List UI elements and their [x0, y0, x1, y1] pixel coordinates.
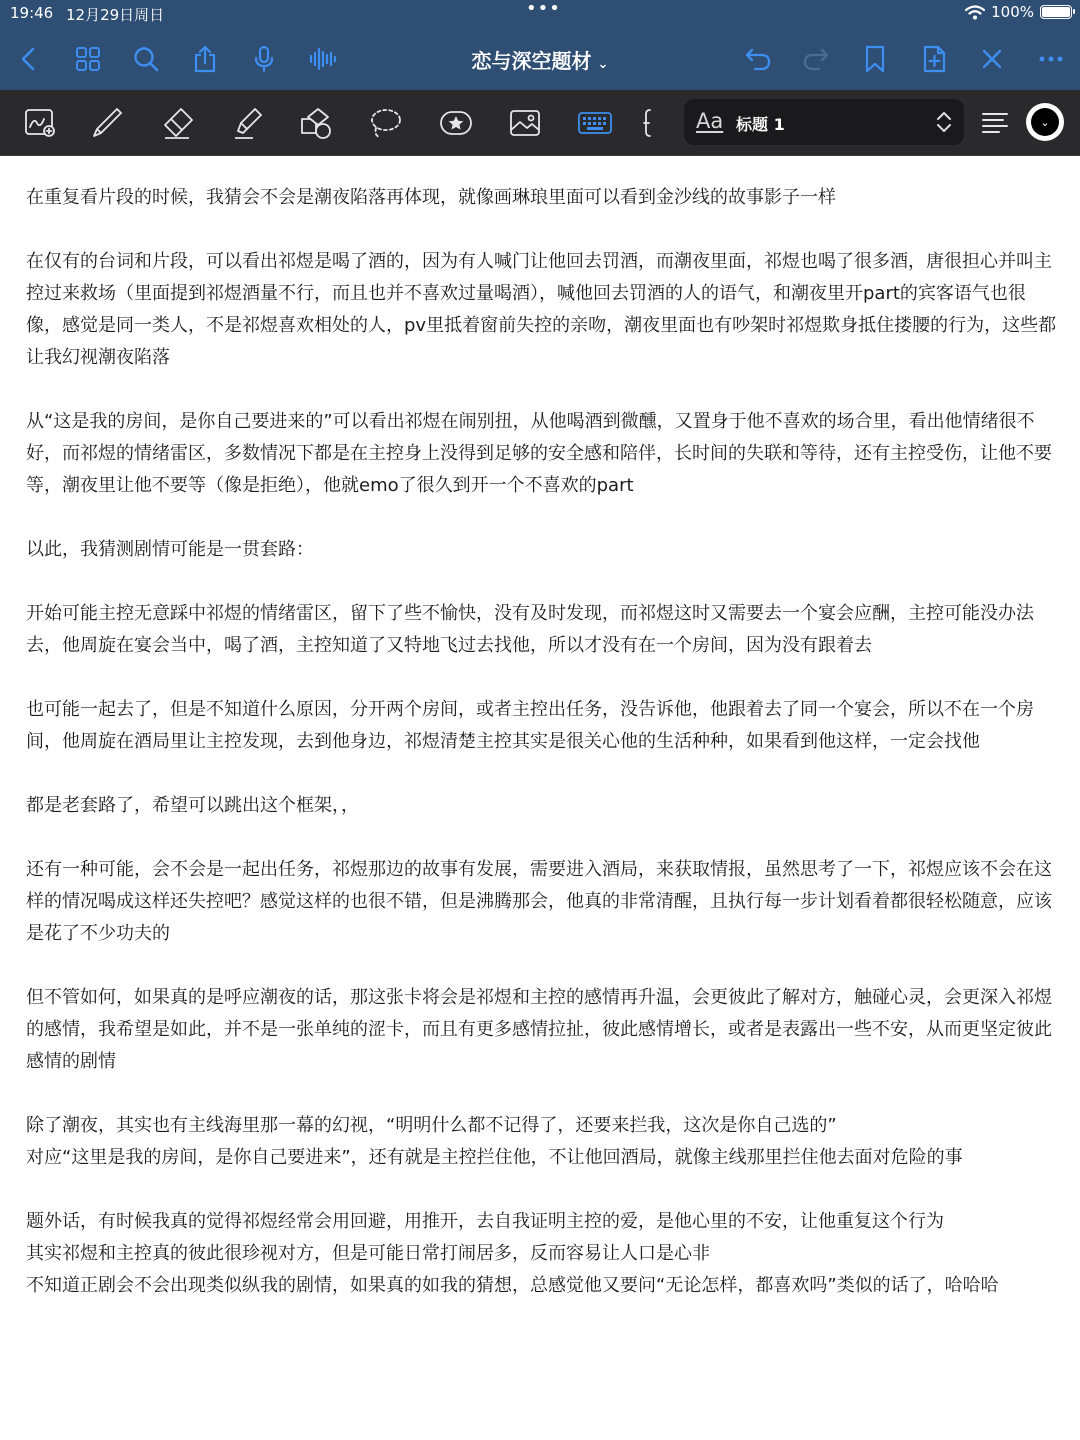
eraser-icon[interactable] [158, 104, 196, 142]
paragraph[interactable]: 但不管如何，如果真的是呼应潮夜的话，那这张卡将会是祁煜和主控的感情再升温，会更彼此了解对方，触碰心灵，会更深入祁煜的感情，我希望是如此，并不是一张单纯的涩卡，而且有更多感情拉扯，彼此感情增长，或者是表露出一些不安，从而更坚定彼此感情的剧情 [26, 987, 1052, 1072]
paragraph[interactable]: 开始可能主控无意踩中祁煜的情绪雷区，留下了些不愉快，没有及时发现，而祁煜这时又需要去一个宴会应酬，主控可能没办法去，他周旋在宴会当中，喝了酒，主控知道了又特地飞过去找他，所以才没有在一个房间，因为没有跟着去 [26, 603, 1034, 656]
battery-percent: 100% [991, 3, 1034, 21]
color-picker[interactable] [1026, 103, 1064, 141]
paragraph[interactable]: 题外话，有时候我真的觉得祁煜经常会用回避，用推开，去自我证明主控的爱，是他心里的不安，让他重复这个行为 其实祁煜和主控真的彼此很珍视对方，但是可能日常打闹居多，反而容易让人口是心非 不知道正剧会不会出现类似纵我的剧情，如果真的如我的猜想，总感觉他又要问“无论怎样，都喜欢吗”类似的话了，哈哈哈 [26, 1211, 999, 1296]
multitasking-dots-icon[interactable]: ••• [526, 0, 561, 19]
selected-color-swatch [1031, 108, 1059, 136]
wifi-icon [965, 5, 985, 20]
redo-icon[interactable] [799, 42, 833, 76]
highlighter-icon[interactable] [228, 104, 266, 142]
sticker-icon[interactable] [437, 104, 475, 142]
paragraph[interactable]: 还有一种可能，会不会是一起出任务，祁煜那边的故事有发展，需要进入酒局，来获取情报，虽然思考了一下，祁煜应该不会在这样的情况喝成这样还失控吧？感觉这样的也很不错，但是沸腾那会，他真的非常清醒，且执行每一步计划看着都很轻松随意，应该是花了不少功夫的 [26, 859, 1052, 944]
lasso-icon[interactable] [367, 104, 405, 142]
paragraph[interactable]: 都是老套路了，希望可以跳出这个框架，， [26, 795, 359, 816]
paragraph[interactable]: 以此，我猜测剧情可能是一贯套路： [26, 539, 314, 560]
battery-fill [1042, 7, 1070, 17]
bookmark-icon[interactable] [858, 42, 892, 76]
status-bar [0, 0, 1080, 28]
status-right [965, 3, 1072, 21]
text-style-name: 标题 1 [736, 115, 785, 134]
document-title-text: 恋与深空题材 [471, 49, 592, 73]
paragraph[interactable]: 在重复看片段的时候，我猜会不会是潮夜陷落再体现，就像画琳琅里面可以看到金沙线的故事影子一样 [26, 187, 836, 208]
add-page-icon[interactable] [917, 42, 951, 76]
keyboard-icon[interactable] [576, 104, 614, 142]
zoom-window-icon[interactable] [21, 104, 59, 142]
image-icon[interactable] [506, 104, 544, 142]
tool-bar [0, 90, 1080, 156]
status-time: 19:46 [10, 4, 54, 22]
paragraph[interactable]: 从“这是我的房间，是你自己要进来的”可以看出祁煜在闹别扭，从他喝酒到微醺，又置身于他不喜欢的场合里，看出他情绪很不好，而祁煜的情绪雷区，多数情况下都是在主控身上没得到足够的安全感和陪伴，长时间的失联和等待，还有主控受伤，让他不要等，潮夜里让他不要等（像是拒绝），他就emo了很久到开一个不喜欢的part [26, 411, 1052, 496]
undo-icon[interactable] [741, 42, 775, 76]
updown-chevron-icon [934, 108, 954, 136]
more-icon[interactable] [1034, 42, 1068, 76]
close-icon[interactable] [975, 42, 1009, 76]
paragraph[interactable]: 也可能一起去了，但是不知道什么原因，分开两个房间，或者主控出任务，没告诉他，他跟着去了同一个宴会，所以不在一个房间，他周旋在酒局里让主控发现，去到他身边，祁煜清楚主控其实是很关心他的生活种种，如果看到他这样，一定会找他 [26, 699, 1034, 752]
shapes-icon[interactable] [297, 104, 335, 142]
document-body[interactable] [0, 156, 1080, 1302]
paragraph[interactable]: 在仅有的台词和片段，可以看出祁煜是喝了酒的，因为有人喊门让他回去罚酒，而潮夜里面，祁煜也喝了很多酒，唐很担心并叫主控过来救场（里面提到祁煜酒量不行，而且也并不喜欢过量喝酒），喊他回去罚酒的人的语气，和潮夜里开part的宾客语气也很像，感觉是同一类人，不是祁煜喜欢相处的人，pv里抵着窗前失控的亲吻，潮夜里面也有吵架时祁煜欺身抵住搂腰的行为，这些都让我幻视潮夜陷落 [26, 251, 1057, 368]
nav-bar [0, 28, 1080, 90]
paragraph[interactable]: 除了潮夜，其实也有主线海里那一幕的幻视，“明明什么都不记得了，还要来拦我，这次是你自己选的” 对应“这里是我的房间，是你自己要进来”，还有就是主控拦住他，不让他回酒局，就像主线那里拦住他去面对危险的事 [26, 1115, 963, 1168]
paragraph-align-icon[interactable] [976, 104, 1014, 142]
text-style-picker[interactable] [684, 99, 964, 145]
status-date: 12月29日周日 [66, 6, 165, 24]
battery-icon [1040, 5, 1072, 19]
text-style-aa: Aa [696, 109, 724, 133]
pen-icon[interactable] [88, 104, 126, 142]
chevron-down-icon: ⌄ [1040, 115, 1050, 129]
text-cursor-icon[interactable] [634, 104, 662, 142]
chevron-down-icon: ⌄ [597, 57, 609, 72]
